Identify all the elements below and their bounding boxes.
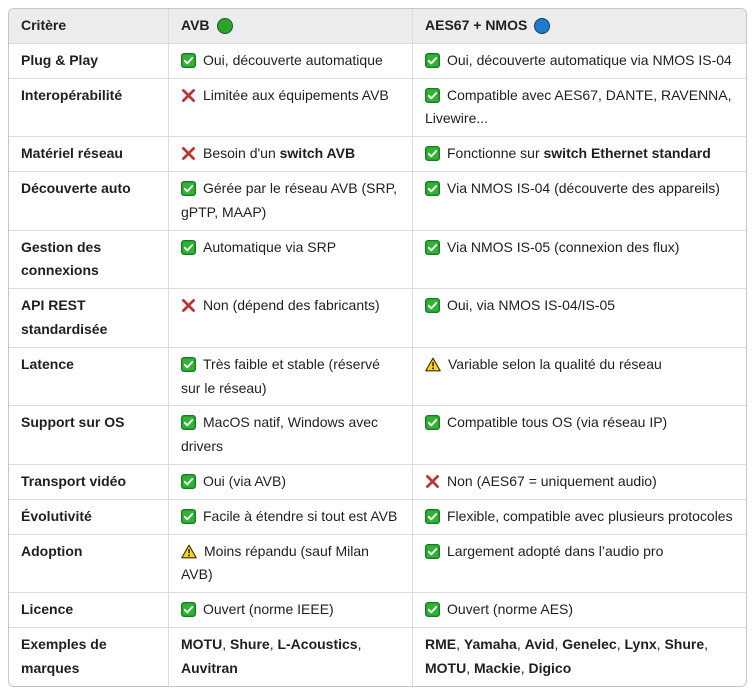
check-icon: [181, 53, 196, 68]
criterion-cell: Interopérabilité: [9, 78, 168, 137]
cell-text: Oui, via NMOS IS-04/IS-05: [447, 297, 616, 314]
criterion-cell: Licence: [9, 592, 168, 627]
table-row: [9, 534, 746, 593]
cell-text: Gérée par le réseau AVB (SRP, gPTP, MAAP): [181, 179, 398, 220]
bold-text: Mackie: [474, 659, 521, 676]
table-row: [9, 347, 746, 406]
cell-text: Flexible, compatible avec plusieurs protocoles: [447, 507, 733, 524]
cell-text: Besoin d'un: [203, 145, 280, 162]
aes67-nmos-cell: [412, 43, 746, 78]
table-body: [9, 43, 746, 686]
avb-cell: [168, 627, 412, 686]
cell-text: Non (dépend des fabricants): [203, 297, 380, 314]
check-icon: [425, 53, 440, 68]
header-criterion: [9, 9, 168, 43]
aes67-nmos-cell: [412, 136, 746, 171]
check-icon: [425, 544, 440, 559]
cell-text: Via NMOS IS-05 (connexion des flux): [447, 238, 680, 255]
table-row: [9, 499, 746, 534]
bold-text: switch AVB: [279, 145, 356, 162]
cell-text: ,: [456, 635, 464, 652]
bold-text: Lynx: [624, 635, 657, 652]
criterion-cell: Matériel réseau: [9, 136, 168, 171]
cell-text: ,: [520, 659, 529, 676]
aes67-nmos-cell: [412, 627, 746, 686]
cell-text: ,: [656, 635, 665, 652]
cell-text: ,: [222, 635, 230, 652]
table-row: [9, 136, 746, 171]
bold-text: Genelec: [562, 635, 617, 652]
check-icon: [181, 415, 196, 430]
avb-cell: [168, 78, 412, 137]
bold-text: RME: [425, 635, 457, 652]
cross-icon: [181, 146, 196, 161]
table-row: [9, 288, 746, 347]
table-row: [9, 171, 746, 230]
table-row: [9, 230, 746, 289]
header-criterion-label: Critère: [21, 17, 67, 33]
avb-cell: [168, 499, 412, 534]
aes67-nmos-cell: [412, 78, 746, 137]
header-avb: [168, 9, 412, 43]
criterion-cell: Latence: [9, 347, 168, 406]
aes67-nmos-cell: [412, 592, 746, 627]
bold-text: Auvitran: [181, 659, 238, 676]
avb-cell: [168, 347, 412, 406]
cell-text: Limitée aux équipements AVB: [203, 86, 389, 103]
criterion-cell: Plug & Play: [9, 43, 168, 78]
aes67-nmos-cell: [412, 171, 746, 230]
bold-text: switch Ethernet standard: [543, 145, 711, 162]
cell-text: Moins répandu (sauf Milan AVB): [181, 542, 369, 583]
check-icon: [425, 181, 440, 196]
table-header: [9, 9, 746, 43]
cell-text: ,: [269, 635, 278, 652]
cell-text: Compatible tous OS (via réseau IP): [447, 414, 668, 431]
check-icon: [181, 240, 196, 255]
cross-icon: [425, 474, 440, 489]
cell-text: MacOS natif, Windows avec drivers: [181, 414, 379, 455]
check-icon: [425, 88, 440, 103]
criterion-cell: Support sur OS: [9, 405, 168, 464]
aes67-nmos-cell: [412, 464, 746, 499]
bold-text: Digico: [528, 659, 572, 676]
cell-text: Compatible avec AES67, DANTE, RAVENNA, Livewire...: [425, 86, 732, 127]
green-circle-icon: [217, 18, 233, 34]
check-icon: [425, 240, 440, 255]
cell-text: Oui (via AVB): [203, 472, 286, 489]
check-icon: [425, 298, 440, 313]
criterion-cell: Gestion des connexions: [9, 230, 168, 289]
header-aes67-nmos-label: AES67 + NMOS: [425, 17, 528, 33]
cell-text: Facile à étendre si tout est AVB: [203, 507, 398, 524]
table-row: [9, 627, 746, 686]
bold-text: Avid: [524, 635, 555, 652]
cross-icon: [181, 298, 196, 313]
cell-text: Via NMOS IS-04 (découverte des appareils): [447, 179, 720, 196]
check-icon: [181, 509, 196, 524]
aes67-nmos-cell: [412, 499, 746, 534]
avb-cell: [168, 288, 412, 347]
cell-text: Non (AES67 = uniquement audio): [447, 472, 657, 489]
check-icon: [181, 357, 196, 372]
bold-text: MOTU: [425, 659, 467, 676]
warning-icon: [425, 357, 441, 372]
blue-circle-icon: [534, 18, 550, 34]
check-icon: [181, 474, 196, 489]
check-icon: [181, 181, 196, 196]
cell-text: ,: [516, 635, 525, 652]
cell-text: ,: [554, 635, 563, 652]
avb-cell: [168, 405, 412, 464]
aes67-nmos-cell: [412, 230, 746, 289]
avb-cell: [168, 43, 412, 78]
bold-text: Shure: [230, 635, 270, 652]
header-aes67-nmos: [412, 9, 746, 43]
cell-text: Ouvert (norme AES): [447, 601, 574, 618]
avb-cell: [168, 592, 412, 627]
cell-text: Fonctionne sur: [447, 145, 544, 162]
check-icon: [181, 602, 196, 617]
table-row: [9, 78, 746, 137]
criterion-cell: Évolutivité: [9, 499, 168, 534]
comparison-table: [8, 8, 747, 687]
table-row: [9, 464, 746, 499]
avb-cell: [168, 136, 412, 171]
cell-text: ,: [466, 659, 474, 676]
check-icon: [425, 602, 440, 617]
check-icon: [425, 146, 440, 161]
avb-cell: [168, 464, 412, 499]
criterion-cell: Transport vidéo: [9, 464, 168, 499]
bold-text: Yamaha: [463, 635, 517, 652]
table-row: [9, 43, 746, 78]
warning-icon: [181, 544, 197, 559]
cell-text: ,: [704, 635, 709, 652]
avb-cell: [168, 534, 412, 593]
check-icon: [425, 509, 440, 524]
bold-text: Shure: [664, 635, 705, 652]
cell-text: Automatique via SRP: [203, 238, 337, 255]
cell-text: Ouvert (norme IEEE): [203, 601, 334, 618]
cell-text: ,: [357, 635, 362, 652]
aes67-nmos-cell: [412, 288, 746, 347]
criterion-cell: API REST standardisée: [9, 288, 168, 347]
avb-cell: [168, 230, 412, 289]
criterion-cell: Adoption: [9, 534, 168, 593]
criterion-cell: Exemples de marques: [9, 627, 168, 686]
avb-cell: [168, 171, 412, 230]
aes67-nmos-cell: [412, 405, 746, 464]
table-row: [9, 592, 746, 627]
cell-text: Variable selon la qualité du réseau: [448, 355, 662, 372]
cell-text: ,: [616, 635, 625, 652]
bold-text: L-Acoustics: [277, 635, 358, 652]
cell-text: Oui, découverte automatique via NMOS IS-04: [447, 51, 732, 68]
cross-icon: [181, 88, 196, 103]
bold-text: MOTU: [181, 635, 223, 652]
aes67-nmos-cell: [412, 534, 746, 593]
header-row: [9, 9, 746, 43]
cell-text: Très faible et stable (réservé sur le réseau): [181, 355, 380, 396]
cell-text: Oui, découverte automatique: [203, 51, 383, 68]
criterion-cell: Découverte auto: [9, 171, 168, 230]
cell-text: Largement adopté dans l’audio pro: [447, 542, 664, 559]
check-icon: [425, 415, 440, 430]
header-avb-label: AVB: [181, 17, 210, 33]
table-row: [9, 405, 746, 464]
aes67-nmos-cell: [412, 347, 746, 406]
